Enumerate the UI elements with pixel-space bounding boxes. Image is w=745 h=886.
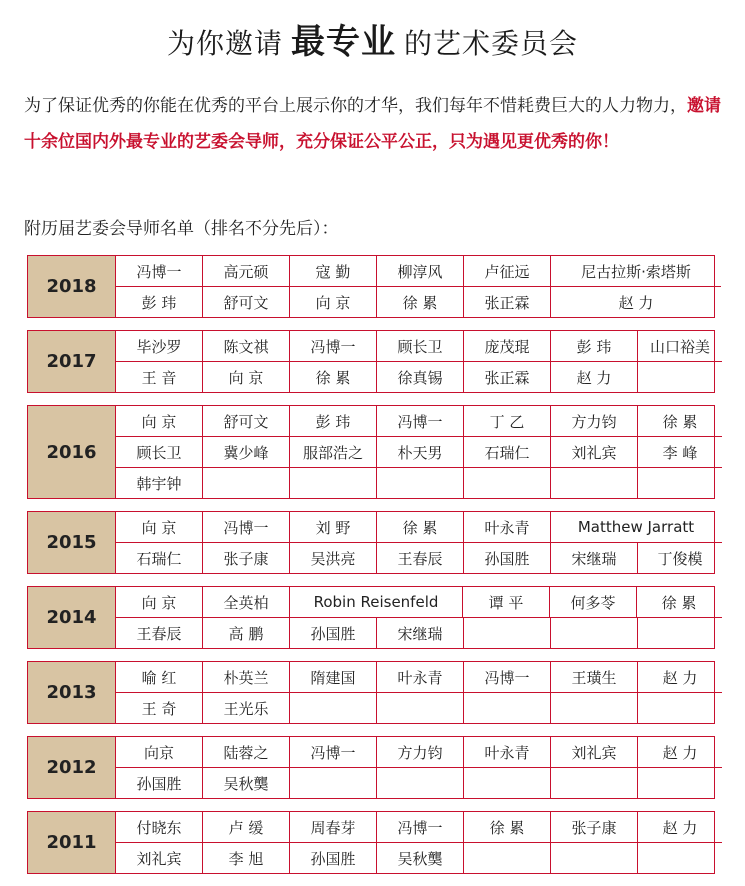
name-grid xyxy=(116,406,722,498)
mentor-name: 卢 缓 xyxy=(203,812,290,842)
mentor-name: 彭 玮 xyxy=(290,406,377,436)
mentor-name: 朴英兰 xyxy=(203,662,290,692)
mentor-name: 顾长卫 xyxy=(377,331,464,361)
empty-cell xyxy=(203,468,290,498)
mentor-name: 宋继瑞 xyxy=(551,543,638,573)
mentor-name: 喻 红 xyxy=(116,662,203,692)
name-row xyxy=(116,692,722,723)
mentor-name: 卢征远 xyxy=(464,256,551,286)
year-block-2011 xyxy=(27,811,715,874)
empty-cell xyxy=(638,362,722,392)
mentor-name: 柳淳风 xyxy=(377,256,464,286)
mentor-name: 冯博一 xyxy=(377,812,464,842)
name-row xyxy=(116,467,722,498)
mentor-name: 方力钧 xyxy=(551,406,638,436)
mentor-name: 谭 平 xyxy=(463,587,550,617)
mentor-name: 赵 力 xyxy=(551,362,638,392)
empty-cell xyxy=(464,468,551,498)
name-row xyxy=(116,812,722,842)
name-row xyxy=(116,767,722,798)
mentor-name: 向京 xyxy=(116,737,203,767)
year-label: 2016 xyxy=(28,406,116,498)
name-row xyxy=(116,436,722,467)
mentor-name: 向 京 xyxy=(116,587,203,617)
year-label: 2013 xyxy=(28,662,116,723)
name-row xyxy=(116,286,721,317)
name-row xyxy=(116,542,722,573)
mentor-name: 冯博一 xyxy=(464,662,551,692)
year-block-2014 xyxy=(27,586,715,649)
mentor-name: 徐 累 xyxy=(662,412,698,431)
mentor-name: 冀少峰 xyxy=(203,437,290,467)
mentor-name: 王春辰 xyxy=(377,543,464,573)
mentor-name: 尼古拉斯·索塔斯 xyxy=(581,262,691,281)
mentor-name: 吴秋龑 xyxy=(203,768,290,798)
name-row xyxy=(116,256,721,286)
mentor-name: 高 鹏 xyxy=(203,618,290,648)
name-grid xyxy=(116,662,722,723)
mentor-name: 韩宇钟 xyxy=(116,468,203,498)
mentor-name: 冯博一 xyxy=(290,331,377,361)
mentor-name: 张正霖 xyxy=(464,287,551,317)
mentor-name: 赵 力 xyxy=(662,668,698,687)
name-grid xyxy=(116,331,722,392)
mentor-name: 山口裕美 xyxy=(649,337,710,356)
mentor-name: 彭 玮 xyxy=(551,331,638,361)
name-grid xyxy=(116,512,722,573)
mentor-name: 徐 累 xyxy=(661,593,697,612)
name-row xyxy=(116,587,722,617)
year-label: 2015 xyxy=(28,512,116,573)
title-post: 的艺术委员会 xyxy=(404,27,579,60)
empty-cell xyxy=(377,768,464,798)
name-grid xyxy=(116,587,722,648)
name-row xyxy=(116,842,722,873)
mentor-name: 寇 勤 xyxy=(290,256,377,286)
name-row xyxy=(116,617,722,648)
mentor-name: 冯博一 xyxy=(290,737,377,767)
mentor-name: 向 京 xyxy=(116,512,203,542)
empty-cell xyxy=(551,768,638,798)
name-row xyxy=(116,361,722,392)
mentor-name: 孙国胜 xyxy=(290,843,377,873)
mentor-name: 毕沙罗 xyxy=(116,331,203,361)
year-label: 2014 xyxy=(28,587,116,648)
mentor-name: 陆蓉之 xyxy=(203,737,290,767)
empty-cell xyxy=(377,693,464,723)
empty-cell xyxy=(464,693,551,723)
mentor-name: 丁俊模 xyxy=(657,549,703,568)
name-row xyxy=(116,512,722,542)
mentor-name: 冯博一 xyxy=(116,256,203,286)
mentor-name: 张正霖 xyxy=(464,362,551,392)
year-block-2012 xyxy=(27,736,715,799)
mentor-name: 叶永青 xyxy=(464,512,551,542)
year-label: 2011 xyxy=(28,812,116,873)
year-block-2016 xyxy=(27,405,715,499)
mentor-name: 叶永青 xyxy=(464,737,551,767)
empty-cell xyxy=(638,843,722,873)
empty-cell xyxy=(377,468,464,498)
mentor-name: 李 旭 xyxy=(203,843,290,873)
mentor-name: 宋继瑞 xyxy=(377,618,464,648)
mentor-name: 向 京 xyxy=(290,287,377,317)
title-pre: 为你邀请 xyxy=(166,27,283,60)
empty-cell xyxy=(638,618,722,648)
intro-normal: 为了保证优秀的你能在优秀的平台上展示你的才华，我们每年不惜耗费巨大的人力物力， xyxy=(24,96,687,116)
name-row xyxy=(116,331,722,361)
mentor-name: 石瑞仁 xyxy=(116,543,203,573)
mentor-name: 徐 累 xyxy=(377,287,464,317)
mentor-name: 叶永青 xyxy=(377,662,464,692)
mentor-name: 彭 玮 xyxy=(116,287,203,317)
empty-cell xyxy=(290,693,377,723)
name-row xyxy=(116,737,722,767)
year-label: 2017 xyxy=(28,331,116,392)
mentor-name: 全英柏 xyxy=(203,587,290,617)
mentor-name: 高元硕 xyxy=(203,256,290,286)
year-block-2015 xyxy=(27,511,715,574)
mentor-name: 赵 力 xyxy=(618,293,654,312)
mentor-name: 王 奇 xyxy=(116,693,203,723)
empty-cell xyxy=(638,768,722,798)
mentor-name: 吴秋龑 xyxy=(377,843,464,873)
year-block-2013 xyxy=(27,661,715,724)
mentor-name: 孙国胜 xyxy=(290,618,377,648)
year-block-2017 xyxy=(27,330,715,393)
name-grid xyxy=(116,256,721,317)
mentor-name: 丁 乙 xyxy=(464,406,551,436)
intro-highlight: 邀请十余位国内外最专业的艺委会导师，充分保证公平公正，只为遇见更优秀的你！ xyxy=(24,96,721,152)
mentor-name: 刘礼宾 xyxy=(551,437,638,467)
mentor-name: 陈文祺 xyxy=(203,331,290,361)
year-label: 2018 xyxy=(28,256,116,317)
empty-cell xyxy=(290,468,377,498)
mentor-name: 孙国胜 xyxy=(464,543,551,573)
name-row xyxy=(116,662,722,692)
mentor-name: 赵 力 xyxy=(662,818,698,837)
mentor-name: 王 音 xyxy=(116,362,203,392)
mentor-name: 徐 累 xyxy=(377,512,464,542)
mentor-name: 朴天男 xyxy=(377,437,464,467)
mentor-name: 服部浩之 xyxy=(290,437,377,467)
empty-cell xyxy=(464,618,551,648)
empty-cell xyxy=(551,468,638,498)
empty-cell xyxy=(290,768,377,798)
mentor-name: 刘 野 xyxy=(290,512,377,542)
mentor-name: 孙国胜 xyxy=(116,768,203,798)
mentor-name: 张子康 xyxy=(551,812,638,842)
mentor-name: 刘礼宾 xyxy=(116,843,203,873)
mentor-name: 舒可文 xyxy=(203,287,290,317)
mentor-name: 庞茂琨 xyxy=(464,331,551,361)
intro-paragraph xyxy=(24,88,724,160)
mentor-name: 付晓东 xyxy=(116,812,203,842)
mentor-name: 方力钧 xyxy=(377,737,464,767)
mentor-name: 周春芽 xyxy=(290,812,377,842)
mentor-name: 石瑞仁 xyxy=(464,437,551,467)
mentor-name: 徐真锡 xyxy=(377,362,464,392)
mentor-name: 何多苓 xyxy=(550,587,637,617)
mentor-name: 王璜生 xyxy=(551,662,638,692)
year-label: 2012 xyxy=(28,737,116,798)
empty-cell xyxy=(638,468,722,498)
title-bold: 最专业 xyxy=(291,22,396,62)
mentor-name: 徐 累 xyxy=(464,812,551,842)
mentor-name: 王光乐 xyxy=(203,693,290,723)
empty-cell xyxy=(551,693,638,723)
mentor-name: 吴洪亮 xyxy=(290,543,377,573)
mentor-name: 向 京 xyxy=(203,362,290,392)
name-row xyxy=(116,406,722,436)
empty-cell xyxy=(638,693,722,723)
mentor-name: 赵 力 xyxy=(662,743,698,762)
mentor-name: 向 京 xyxy=(116,406,203,436)
list-title: 附历届艺委会导师名单（排名不分先后）： xyxy=(24,219,339,239)
mentor-name: 刘礼宾 xyxy=(551,737,638,767)
mentor-name: 张子康 xyxy=(203,543,290,573)
mentor-name: 李 峰 xyxy=(662,443,698,462)
empty-cell xyxy=(464,768,551,798)
empty-cell xyxy=(551,618,638,648)
page-title xyxy=(0,14,745,63)
year-block-2018 xyxy=(27,255,715,318)
mentor-name: 冯博一 xyxy=(203,512,290,542)
mentor-name: 王春辰 xyxy=(116,618,203,648)
name-grid xyxy=(116,812,722,873)
mentor-name: Matthew Jarratt xyxy=(577,518,695,536)
mentor-name: 舒可文 xyxy=(203,406,290,436)
mentor-name: Robin Reisenfeld xyxy=(290,587,463,617)
mentor-name: 顾长卫 xyxy=(116,437,203,467)
empty-cell xyxy=(551,843,638,873)
name-grid xyxy=(116,737,722,798)
mentor-name: 隋建国 xyxy=(290,662,377,692)
empty-cell xyxy=(464,843,551,873)
mentor-name: 冯博一 xyxy=(377,406,464,436)
committee-list xyxy=(27,255,715,886)
mentor-name: 徐 累 xyxy=(290,362,377,392)
